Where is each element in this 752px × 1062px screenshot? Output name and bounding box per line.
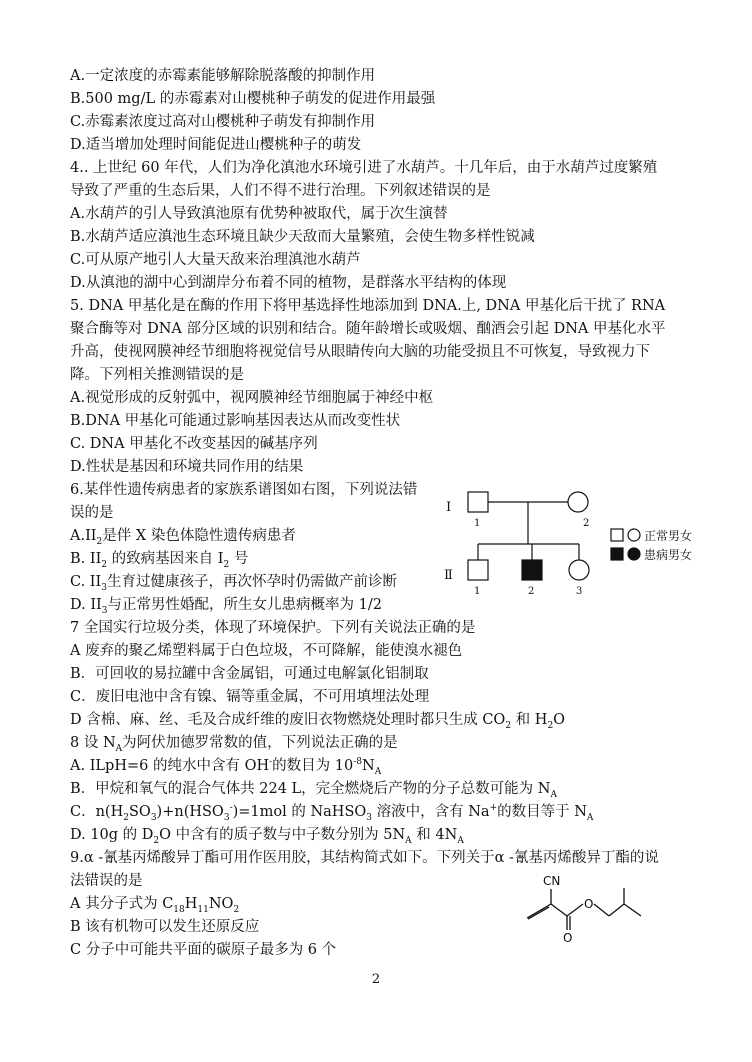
q8-option-d: D. 10g 的 $D_2O$ 中含有的质子数与中子数分别为 $5N_A$ 和 $4N_A$ [70, 827, 464, 846]
generation-i-label: I [446, 500, 452, 515]
i2-normal-female [568, 492, 588, 512]
legend-affected-male [611, 548, 623, 560]
q8-stem: 8 设 $N_A$为阿伏加德罗常数的值，下列说法正确的是 [70, 735, 398, 754]
q9-stem-cont: 法错误的是 [70, 873, 143, 889]
q5-option-a: A.视觉形成的反射弧中，视网膜神经节细胞属于神经中枢 [70, 390, 434, 406]
q4-stem: 4.. 上世纪 60 年代，人们为净化滇池水环境引进了水葫芦。十几年后，由于水葫芦过度繁殖 [70, 160, 658, 176]
page-number: 2 [371, 972, 381, 987]
q3-option-d: D.适当增加处理时间能促进山樱桃种子的萌发 [70, 137, 362, 153]
legend-normal-female [628, 529, 640, 541]
q3-option-a: A.一定浓度的赤霉素能够解除脱落酸的抑制作用 [70, 68, 376, 84]
q5-stem-cont-2: 升高，使视网膜神经节细胞将视觉信号从眼睛传向大脑的功能受损且不可恢复，导致视力下 [70, 344, 650, 360]
i2-number: 2 [583, 518, 590, 529]
q9-option-a: A 其分子式为 $C_{18}H_{11}NO_2$ [70, 896, 240, 915]
q7-option-a: A 废弃的聚乙烯塑料属于白色垃圾，不可降解，能使溴水褪色 [70, 643, 463, 659]
q8-option-b: B．甲烷和氧气的混合气体共 224 L，完全燃烧后产物的分子总数可能为 $N_A$ [70, 781, 557, 800]
cn-group-label: CN [543, 874, 561, 888]
q4-option-b: B.水葫芦适应滇池生态环境且缺少天敌而大量繁殖，会使生物多样性锐减 [70, 229, 535, 245]
legend-normal-label: 正常男女 [644, 529, 693, 543]
ii2-number: 2 [528, 586, 535, 597]
q4-stem-cont: 导致了严重的生态后果，人们不得不进行治理。下列叙述错误的是 [70, 183, 491, 199]
q9-option-b: B 该有机物可以发生还原反应 [70, 919, 260, 935]
i1-number: 1 [474, 518, 481, 529]
q5-option-b: B.DNA 甲基化可能通过影响基因表达从而改变性状 [70, 413, 401, 429]
q6-stem: 6.某伴性遗传病患者的家族系谱图如右图，下列说法错 [70, 482, 418, 498]
cyanoacrylate-structure [515, 866, 655, 946]
q5-option-c: C. DNA 甲基化不改变基因的碱基序列 [70, 436, 318, 452]
q6-option-d: D. $II_3$与正常男性婚配，所生女儿患病概率为 1/2 [70, 597, 382, 616]
generation-ii-label: Ⅱ [444, 568, 453, 583]
q4-option-c: C.可从原产地引人大量天敌来治理滇池水葫芦 [70, 252, 361, 268]
q7-stem: 7 全国实行垃圾分类，体现了环境保护。下列有关说法正确的是 [70, 620, 476, 636]
legend-normal-male [611, 529, 623, 541]
q5-stem-cont-1: 聚合酶等对 DNA 部分区域的识别和结合。随年龄增长或吸烟、酗酒会引起 DNA 甲基化水平 [70, 321, 666, 337]
legend-affected-female [628, 548, 640, 560]
q3-option-b: B.500 mg/L 的赤霉素对山樱桃种子萌发的促进作用最强 [70, 91, 436, 107]
legend-affected-label: 患病男女 [644, 548, 693, 562]
ii1-normal-male [468, 560, 488, 580]
ester-oxygen-label: O [584, 897, 594, 911]
q7-option-d: D 含棉、麻、丝、毛及合成纤维的废旧衣物燃烧处理时都只生成 $CO_2$ 和 $H_2O$ [70, 712, 566, 731]
pedigree-chart [440, 478, 730, 608]
q7-option-b: B．可回收的易拉罐中含金属铝，可通过电解氯化铝制取 [70, 666, 429, 682]
q8-option-c: C．$n(H_2SO_3)+n(HSO_3^-)=1mol$ 的 NaHSO$_3$ 溶液中，含有 Na+的数目等于 $N_A$ [70, 803, 594, 823]
q7-option-c: C．废旧电池中含有镍、镉等重金属，不可用填埋法处理 [70, 689, 430, 705]
q5-stem: 5. DNA 甲基化是在酶的作用下将甲基选择性地添加到 DNA.上, DNA 甲基化后干扰了 RNA [70, 298, 666, 314]
q3-option-c: C.赤霉素浓度过高对山樱桃种子萌发有抑制作用 [70, 114, 376, 130]
q6-option-a: $A.II_2$是伴 X 染色体隐性遗传病患者 [70, 528, 296, 547]
ii3-normal-female [569, 560, 589, 580]
q6-option-b: B. $II_2$ 的致病基因来自 $I_2$ 号 [70, 551, 249, 570]
ii3-number: 3 [576, 586, 583, 597]
q8-option-a: A. ILpH=6 的纯水中含有 OH-的数目为 $10^{-8}N_A$ [70, 757, 382, 777]
q9-stem: 9.α -氰基丙烯酸异丁酯可用作医用胶，其结构简式如下。下列关于α -氰基丙烯酸异丁酯的说 [70, 850, 659, 866]
q6-option-c: C. $II_3$生育过健康孩子，再次怀孕时仍需做产前诊断 [70, 574, 397, 593]
q9-option-c: C 分子中可能共平面的碳原子最多为 6 个 [70, 942, 337, 958]
q5-option-d: D.性状是基因和环境共同作用的结果 [70, 459, 304, 475]
ii1-number: 1 [474, 586, 481, 597]
q4-option-a: A.水葫芦的引人导致滇池原有优势种被取代，属于次生演替 [70, 206, 448, 222]
ii2-affected-male [522, 560, 542, 580]
i1-normal-male [468, 492, 488, 512]
q5-stem-cont-3: 降。下列相关推测错误的是 [70, 367, 244, 383]
q6-stem-cont: 误的是 [70, 505, 114, 521]
q4-option-d: D.从滇池的湖中心到湖岸分布着不同的植物，是群落水平结构的体现 [70, 275, 507, 291]
carbonyl-oxygen-label: O [563, 931, 573, 945]
